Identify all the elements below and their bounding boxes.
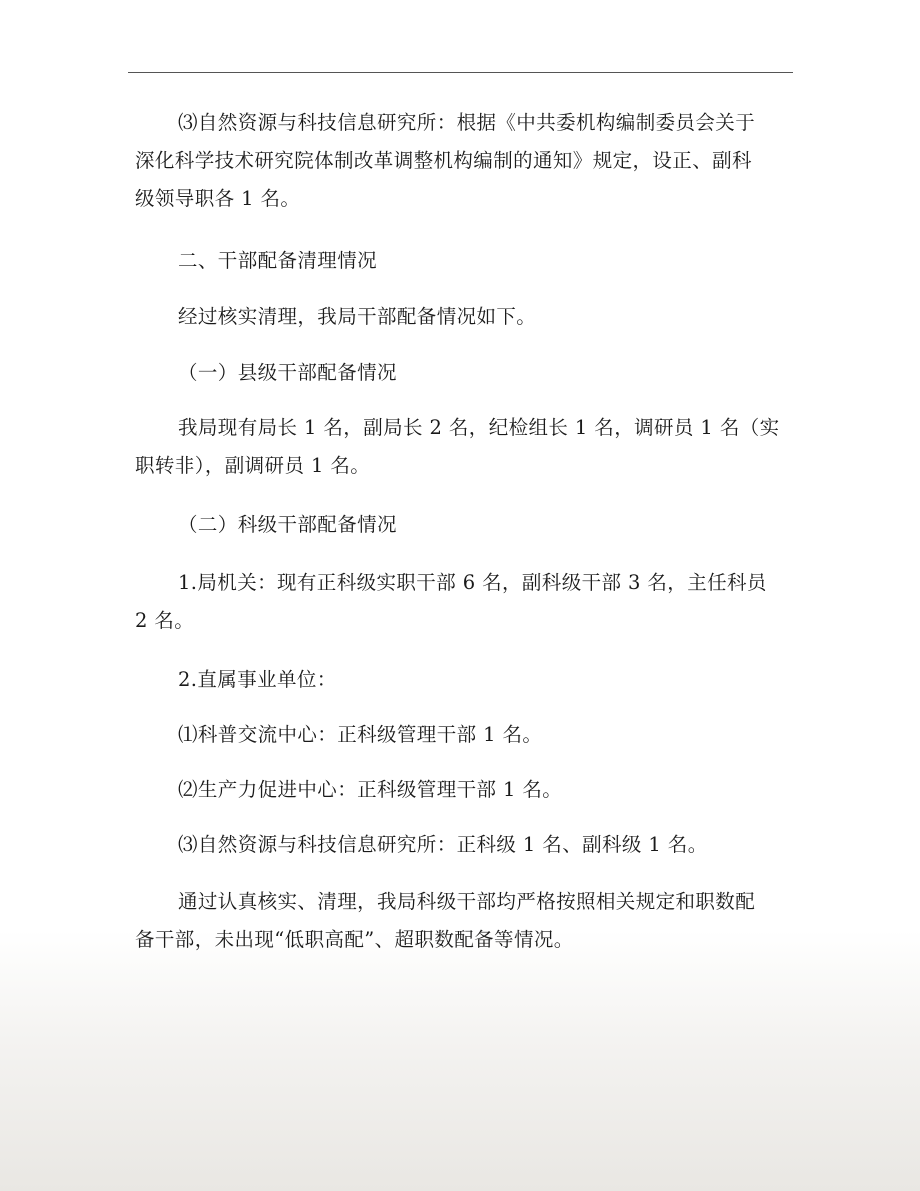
section-heading-cleanup: 二、干部配备清理情况 xyxy=(178,249,378,272)
text-line: 深化科学技术研究院体制改革调整机构编制的通知》规定，设正、副科 xyxy=(135,149,752,172)
subheading-county-level: （一）县级干部配备情况 xyxy=(178,361,397,384)
paragraph-county-level xyxy=(135,409,787,485)
text-line: ⑶自然资源与科技信息研究所：根据《中共委机构编制委员会关于 xyxy=(178,111,756,134)
subheading-affiliated-units: 2.直属事业单位： xyxy=(178,668,337,691)
text-line: 备干部，未出现“低职高配”、超职数配备等情况。 xyxy=(135,928,574,951)
text-line: 我局现有局长 1 名，副局长 2 名，纪检组长 1 名，调研员 1 名（实 xyxy=(178,416,780,439)
list-item-institute: ⑶自然资源与科技信息研究所：正科级 1 名、副科级 1 名。 xyxy=(178,833,708,856)
list-item-science-center: ⑴科普交流中心：正科级管理干部 1 名。 xyxy=(178,723,543,746)
paragraph-conclusion xyxy=(135,883,787,959)
paragraph-institute-setup xyxy=(135,104,787,218)
header-rule xyxy=(128,72,793,73)
subheading-section-level: （二）科级干部配备情况 xyxy=(178,513,397,536)
paragraph-intro: 经过核实清理，我局干部配备情况如下。 xyxy=(178,305,537,328)
text-line: 1.局机关：现有正科级实职干部 6 名，副科级干部 3 名，主任科员 xyxy=(178,571,767,594)
paragraph-bureau-office xyxy=(135,564,787,640)
text-line: 职转非），副调研员 1 名。 xyxy=(135,454,371,477)
text-line: 级领导职各 1 名。 xyxy=(135,187,301,210)
list-item-productivity-center: ⑵生产力促进中心：正科级管理干部 1 名。 xyxy=(178,778,563,801)
text-line: 通过认真核实、清理，我局科级干部均严格按照相关规定和职数配 xyxy=(178,890,756,913)
text-line: 2 名。 xyxy=(135,609,195,632)
